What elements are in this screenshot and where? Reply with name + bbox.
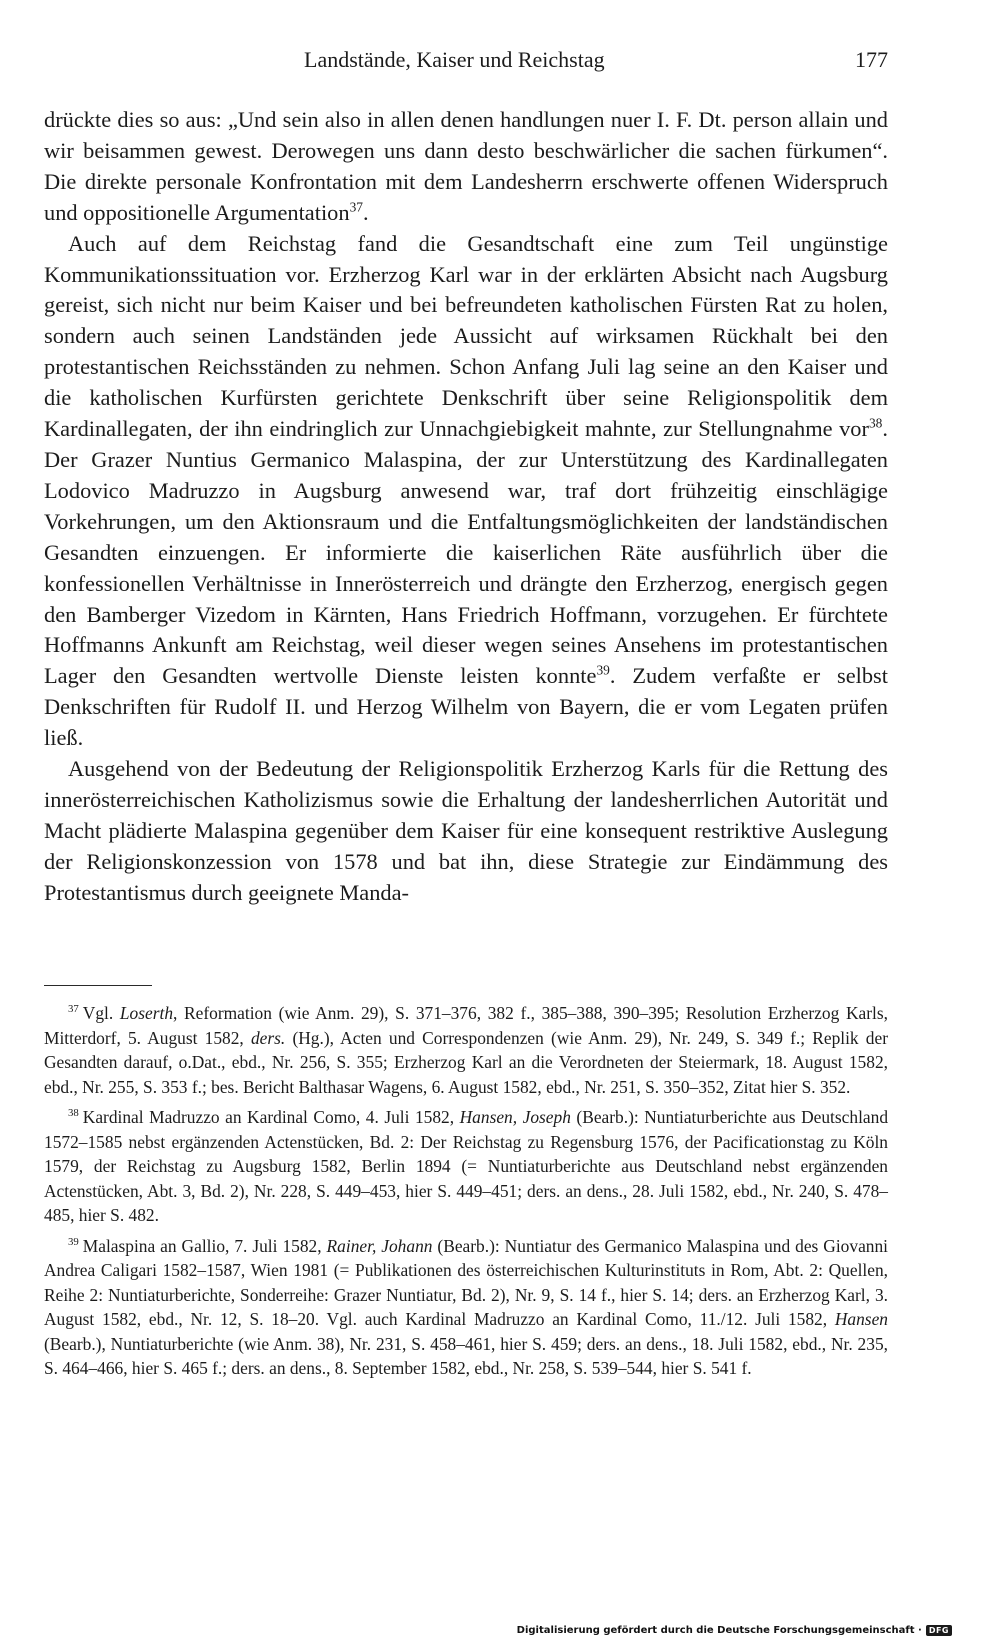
footnote-ref-38[interactable]: 38 bbox=[868, 415, 883, 431]
footnote-text: (Bearb.): Nuntiatur des Germanico Malaspina und des Giovanni Andrea Caligari 1582–1587, Wien 1981 (= Publikationen des österreichischen Kulturinstituts in Rom, Abt. 2: Quellen, Reihe 2: Nuntiaturberichte, Sonderreihe: Grazer Nuntiatur, Bd. 2), Nr. 9, S. 14 f., hier S. 14; ders. an Erzherzog Karl, 3. August 1582, ebd., Nr. 12, S. 18–20. Vgl. auch Kardinal Madruzzo an Kardinal Como, 11./12. Juli 1582, bbox=[44, 1235, 889, 1329]
footnote-39 bbox=[44, 1234, 888, 1381]
footnotes bbox=[44, 1001, 888, 1387]
author-name: Hansen bbox=[834, 1309, 888, 1329]
author-name: Loserth bbox=[119, 1003, 174, 1023]
footnote-text: , Reformation (wie Anm. 29), S. 371–376, 382 f., 385–388, 390–395; Resolution Erzherzog Karls, Mitterdorf, 5. August 1582, bbox=[44, 1003, 888, 1048]
footnote-text: (Hg.), Acten und Correspondenzen (wie Anm. 29), Nr. 249, S. 349 f.; Replik der Gesandten darauf, o.Dat., ebd., Nr. 256, S. 355; Erzherzog Karl an die Verordneten der Steiermark, 18. August 1582, ebd., Nr. 255, S. 353 f.; bes. Bericht Balthasar Wagens, 6. August 1582, ebd., Nr. 251, S. 350–352, Zitat hier S. 352. bbox=[44, 1027, 888, 1097]
dfg-logo: DFG bbox=[926, 1625, 952, 1636]
paragraph-2-text-b: . Der Grazer Nuntius Germanico Malaspina, der zur Unterstützung des Kardinallegaten Lodovico Madruzzo in Augsburg anwesend war, traf dort frühzeitig einschlägige Vorkehrungen, um den Aktionsraum und die Entfaltungsmöglichkeiten der landständischen Gesandten einzuengen. Er informierte die kaiserlichen Räte ausführlich über die konfessionellen Verhältnisse in Innerösterreich und drängte den Erzherzog, energisch gegen den Bamberger Vizedom in Kärnten, Hans Friedrich Hoffmann, vorzugehen. Er fürchtete Hoffmanns Ankunft am Reichstag, weil dieser wegen seines Ansehens im protestantischen Lager den Gesandten wertvolle Dienste leisten konnte bbox=[44, 416, 888, 689]
footnote-text: (Bearb.): Nuntiaturberichte aus Deutschland 1572–1585 nebst ergänzenden Actenstücken, Bd. 2: Der Reichstag zu Regensburg 1576, der Pacificationstag zu Köln 1579, der Reichstag zu Augsburg 1582, Berlin 1894 (= Nuntiaturberichte aus Deutschland nebst ergänzenden Actenstücken, Abt. 3, Bd. 2), Nr. 228, S. 449–453, hier S. 449–451; ders. an dens., 28. Juli 1582, ebd., Nr. 240, S. 478–485, hier S. 482. bbox=[44, 1107, 889, 1225]
paragraph-2-text-a: Auch auf dem Reichstag fand die Gesandtschaft eine zum Teil ungünstige Kommunikationssituation vor. Erzherzog Karl war in der erklärten Absicht nach Augsburg gereist, sich nicht nur beim Kaiser und bei befreundeten katholischen Fürsten Rat zu holen, sondern auch seinen Landständen jede Aussicht auf wirksamen Rückhalt bei den protestantischen Reichsständen zu nehmen. Schon Anfang Juli lag seine an den Kaiser und die katholischen Kurfürsten gerichtete Denkschrift über seine Religionspolitik dem Kardinallegaten, der ihn eindringlich zur Unnachgiebigkeit mahnte, zur Stellungnahme vor bbox=[44, 230, 888, 442]
author-name: Rainer, Johann bbox=[326, 1235, 433, 1256]
paragraph-1-text: drückte dies so aus: „Und sein also in allen denen handlungen nuer I. F. Dt. person allain und wir beisammen gewest. Derowegen uns dann desto beschwärlicher die sachen fürkumen“. Die direkte personale Konfrontation mit dem Landesherrn erschwerte offenen Widerspruch und oppositionelle Argumentation bbox=[44, 107, 888, 225]
footnote-text: (Bearb.), Nuntiaturberichte (wie Anm. 38), Nr. 231, S. 458–461, hier S. 459; ders. an dens., 18. Juli 1582, ebd., Nr. 235, S. 464–466, hier S. 465 f.; ders. an dens., 8. September 1582, ebd., Nr. 258, S. 539–544, hier S. 541 f. bbox=[44, 1333, 888, 1378]
author-name: Hansen, Joseph bbox=[459, 1107, 571, 1127]
author-name: ders. bbox=[250, 1027, 286, 1048]
footnote-text: Malaspina an Gallio, 7. Juli 1582, bbox=[82, 1235, 327, 1256]
footnote-37 bbox=[44, 1001, 888, 1099]
footnote-ref-37[interactable]: 37 bbox=[349, 199, 364, 215]
footnote-text: Vgl. bbox=[82, 1003, 120, 1023]
main-text bbox=[44, 105, 888, 909]
paragraph-2-text-c: . Zudem verfaßte er selbst Denkschriften für Rudolf II. und Herzog Wilhelm von Bayern, die er vom Legaten prüfen ließ. bbox=[44, 663, 888, 751]
footnote-number: 39 bbox=[68, 1235, 79, 1248]
footnote-text: Kardinal Madruzzo an Kardinal Como, 4. Juli 1582, bbox=[82, 1107, 460, 1127]
paragraph-3: Ausgehend von der Bedeutung der Religionspolitik Erzherzog Karls für die Rettung des innerösterreichischen Katholizismus sowie die Erhaltung der landesherrlichen Autorität und Macht plädierte Malaspina gegenüber dem Kaiser für eine konsequent restriktive Auslegung der Religionskonzession von 1578 und bat ihn, diese Strategie zur Eindämmung des Protestantismus durch geeignete Manda- bbox=[44, 756, 888, 905]
footnote-separator bbox=[44, 985, 152, 986]
paragraph-1 bbox=[44, 105, 888, 229]
paragraph-2 bbox=[44, 229, 888, 754]
page-header bbox=[44, 44, 888, 76]
page-number: 177 bbox=[855, 47, 888, 72]
footnote-number: 37 bbox=[68, 1003, 79, 1016]
footnote-number: 38 bbox=[68, 1107, 79, 1120]
running-title: Landstände, Kaiser und Reichstag bbox=[304, 47, 605, 72]
digitization-credit bbox=[517, 1625, 952, 1636]
paragraph-1-end: . bbox=[363, 199, 369, 225]
credit-text: Digitalisierung gefördert durch die Deutsche Forschungsgemeinschaft · bbox=[516, 1625, 922, 1636]
footnote-ref-39[interactable]: 39 bbox=[596, 662, 610, 678]
footnote-38 bbox=[44, 1105, 888, 1228]
